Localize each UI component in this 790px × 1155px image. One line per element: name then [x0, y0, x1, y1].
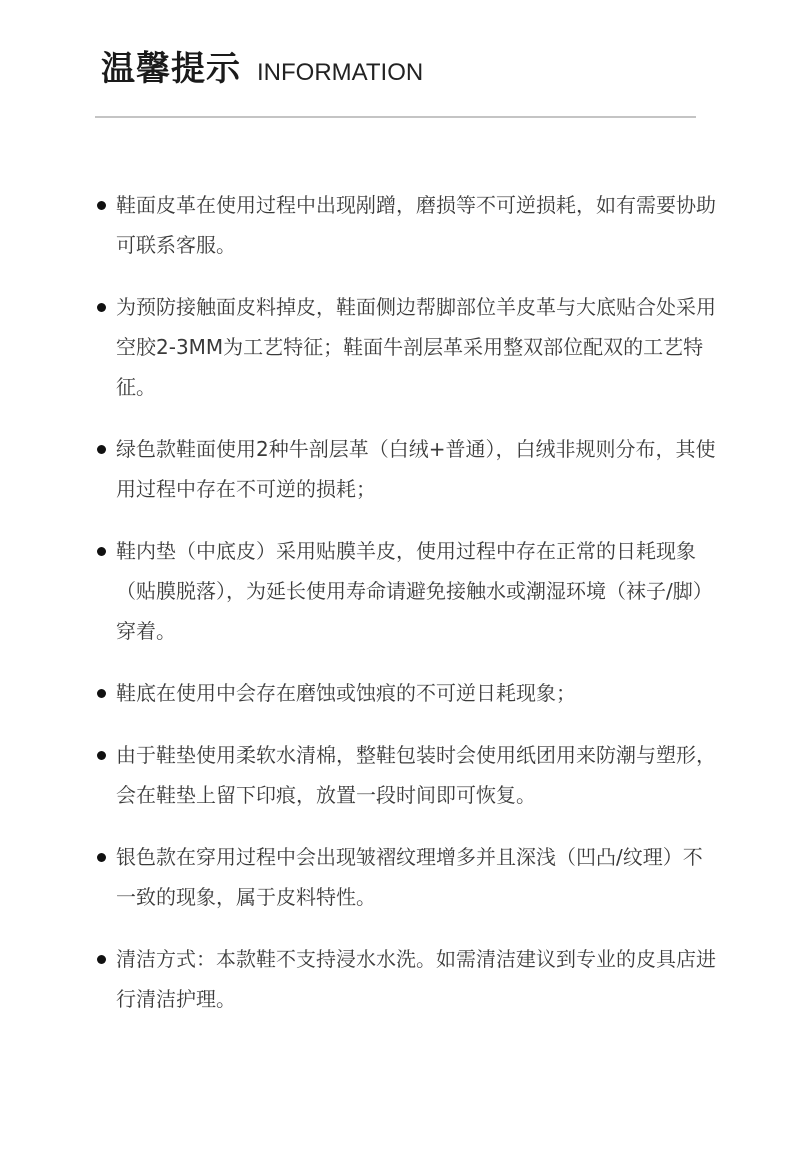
bullet-icon [97, 853, 106, 862]
note-text: 由于鞋垫使用柔软水清棉，整鞋包装时会使用纸团用来防潮与塑形，会在鞋垫上留下印痕，放置一段时间即可恢复。 [116, 743, 716, 807]
note-item [95, 287, 720, 407]
bullet-icon [97, 955, 106, 964]
note-item [95, 939, 720, 1019]
note-text: 鞋内垫（中底皮）采用贴膜羊皮，使用过程中存在正常的日耗现象（贴膜脱落），为延长使用寿命请避免接触水或潮湿环境（袜子/脚）穿着。 [116, 539, 713, 643]
page-subtitle: INFORMATION [257, 59, 424, 86]
note-item [95, 837, 720, 917]
page-header [101, 44, 701, 94]
note-text: 为预防接触面皮料掉皮，鞋面侧边帮脚部位羊皮革与大底贴合处采用空胶2-3MM为工艺特征；鞋面牛剖层革采用整双部位配双的工艺特征。 [116, 295, 716, 399]
note-text: 银色款在穿用过程中会出现皱褶纹理增多并且深浅（凹凸/纹理）不一致的现象，属于皮料特性。 [116, 845, 703, 909]
bullet-icon [97, 303, 106, 312]
note-item [95, 735, 720, 815]
note-text: 绿色款鞋面使用2种牛剖层革（白绒+普通），白绒非规则分布，其使用过程中存在不可逆的损耗； [116, 437, 716, 501]
note-item [95, 673, 720, 713]
note-item [95, 531, 720, 651]
note-text: 鞋面皮革在使用过程中出现剐蹭，磨损等不可逆损耗，如有需要协助可联系客服。 [116, 193, 716, 257]
bullet-icon [97, 689, 106, 698]
note-text: 鞋底在使用中会存在磨蚀或蚀痕的不可逆日耗现象； [116, 681, 576, 705]
bullet-icon [97, 547, 106, 556]
note-item [95, 185, 720, 265]
bullet-icon [97, 201, 106, 210]
page-title: 温馨提示 [101, 49, 241, 89]
note-item [95, 429, 720, 509]
header-divider [95, 116, 696, 118]
note-text: 清洁方式：本款鞋不支持浸水水洗。如需清洁建议到专业的皮具店进行清洁护理。 [116, 947, 716, 1011]
notes-list [95, 185, 720, 1041]
bullet-icon [97, 445, 106, 454]
bullet-icon [97, 751, 106, 760]
